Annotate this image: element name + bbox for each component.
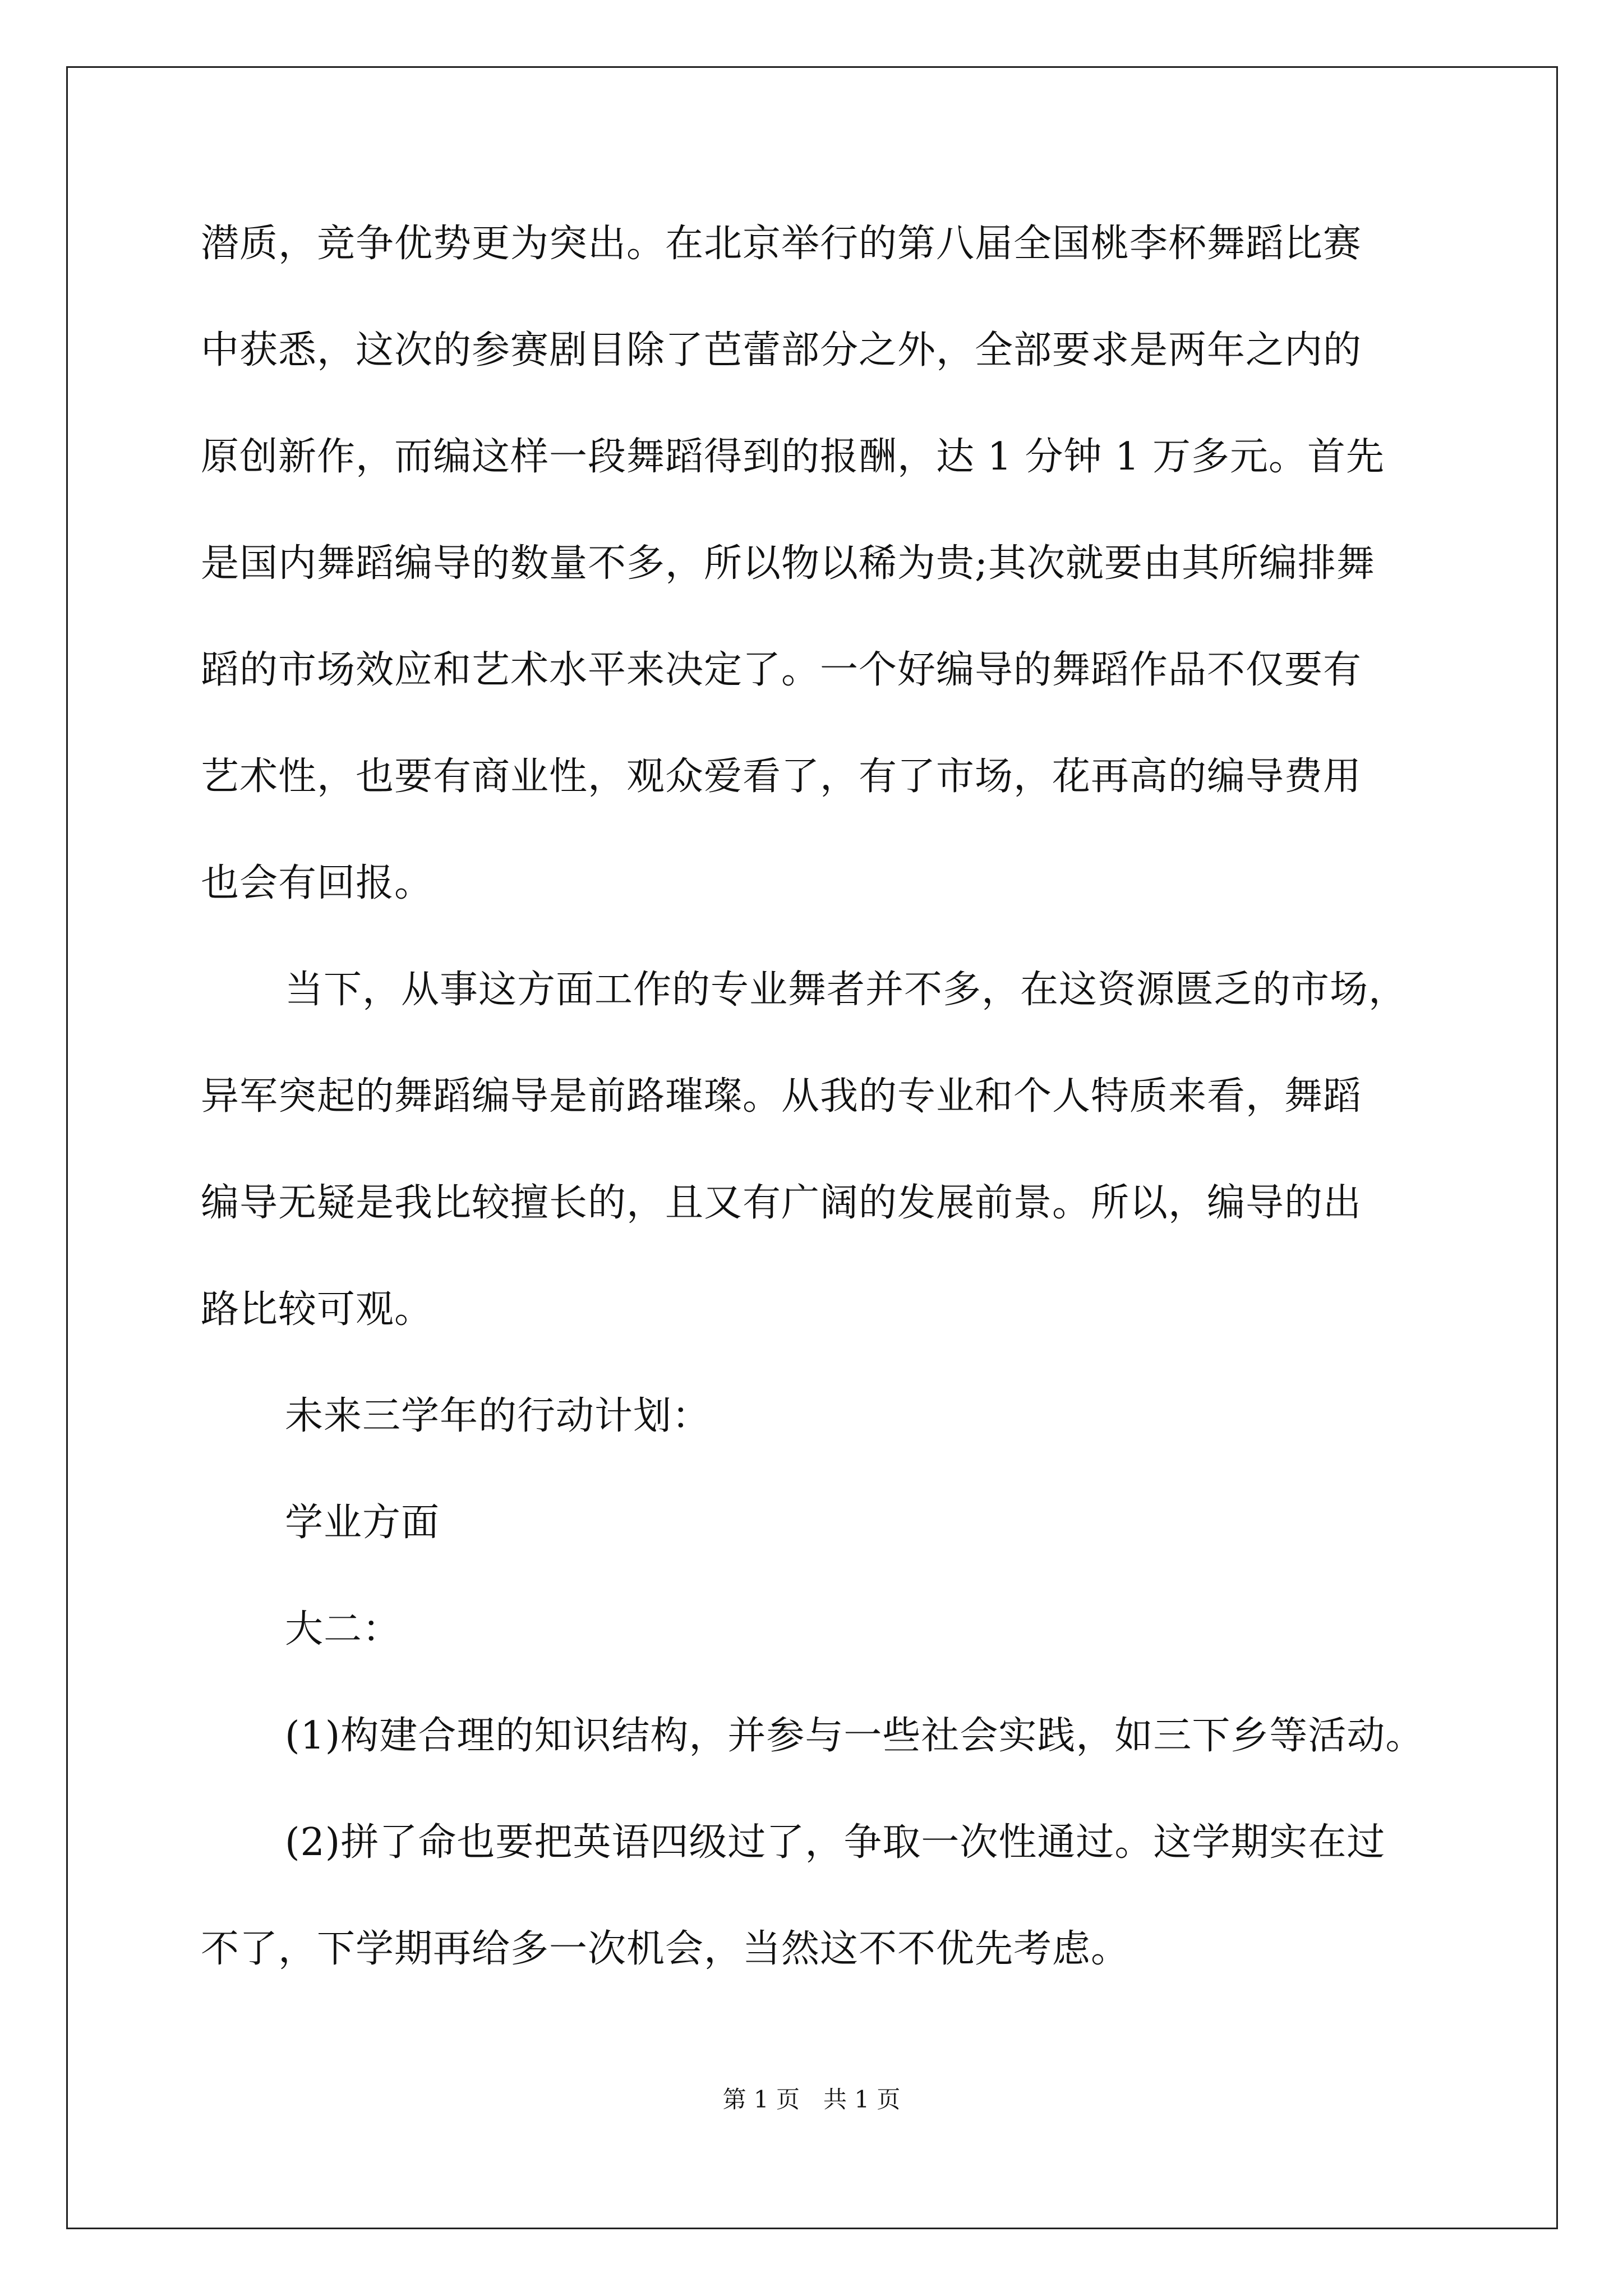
paragraph-first-line: 当下，从事这方面工作的专业舞者并不多，在这资源匮乏的市场， [285,968,1408,1012]
text-line: 中获悉，这次的参赛剧目除了芭蕾部分之外，全部要求是两年之内的 [201,328,1362,372]
list-item: (1)构建合理的知识结构，并参与一些社会实践，如三下乡等活动。 [285,1714,1424,1758]
text-line: 艺术性，也要有商业性，观众爱看了，有了市场，花再高的编导费用 [201,754,1362,799]
text-line: 路比较可观。 [201,1287,434,1332]
list-item: (2)拼了命也要把英语四级过了，争取一次性通过。这学期实在过 [285,1820,1386,1865]
section-heading: 大二： [285,1607,402,1651]
section-heading: 未来三学年的行动计划： [285,1394,711,1438]
text-line: 异军突起的舞蹈编导是前路璀璨。从我的专业和个人特质来看，舞蹈 [201,1074,1362,1119]
page-footer: 第 1 页 共 1 页 [722,2086,901,2113]
text-line: 原创新作，而编这样一段舞蹈得到的报酬，达 1 分钟 1 万多元。首先 [201,435,1385,479]
text-line: 也会有回报。 [201,861,434,905]
text-line: 潜质，竞争优势更为突出。在北京举行的第八届全国桃李杯舞蹈比赛 [201,222,1362,266]
text-line: 是国内舞蹈编导的数量不多，所以物以稀为贵;其次就要由其所编排舞 [201,541,1375,586]
section-heading: 学业方面 [285,1501,440,1545]
text-line: 不了，下学期再给多一次机会，当然这不不优先考虑。 [201,1927,1130,1971]
text-line: 编导无疑是我比较擅长的，且又有广阔的发展前景。所以，编导的出 [201,1181,1362,1225]
page-border [66,66,1558,2229]
text-line: 蹈的市场效应和艺术水平来决定了。一个好编导的舞蹈作品不仅要有 [201,648,1362,692]
